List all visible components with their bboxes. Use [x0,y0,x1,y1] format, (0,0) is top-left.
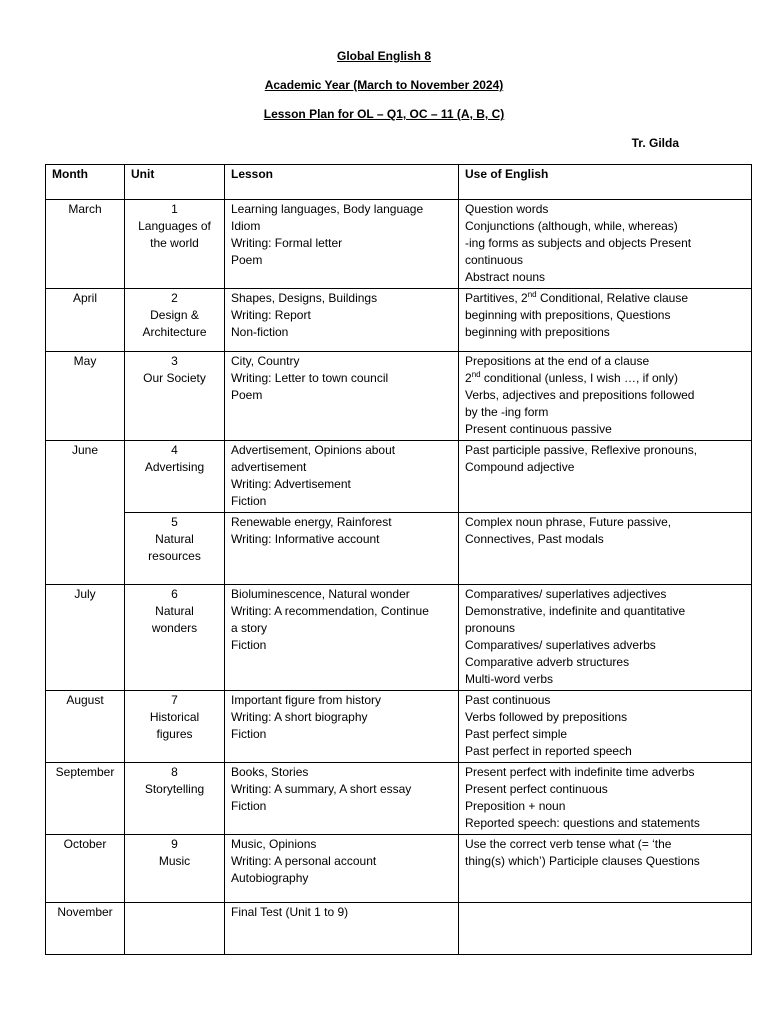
lesson-line: Idiom [231,219,261,233]
use-of-english-line: Past continuous [465,693,551,707]
lesson-line: Fiction [231,727,267,741]
unit-cell [125,903,225,955]
lesson-line: Advertisement, Opinions about [231,443,396,457]
unit-line: Our Society [143,371,206,385]
use-of-english-line: Past participle passive, Reflexive pronouns, [465,443,698,457]
lesson-line: Non-fiction [231,325,289,339]
table-row [46,441,752,513]
use-of-english-line [465,370,745,387]
lesson-line: Poem [231,253,263,267]
unit-cell [125,763,225,835]
use-of-english-text: conditional (unless, I wish …, if only) [480,371,679,385]
use-of-english-cell [459,352,752,441]
lesson-line: a story [231,621,268,635]
unit-line: 5 [171,515,178,529]
ordinal-suffix: nd [471,370,481,379]
lesson-line: Music, Opinions [231,837,317,851]
unit-line: Languages of [138,219,211,233]
lesson-cell [225,903,459,955]
lesson-line: Books, Stories [231,765,309,779]
unit-cell [125,200,225,289]
lesson-cell [225,835,459,903]
use-of-english-line: Compound adjective [465,460,575,474]
month-cell: November [46,903,125,955]
unit-line: figures [156,727,193,741]
table-row [46,289,752,352]
lesson-line: Writing: Formal letter [231,236,343,250]
use-of-english-line: Preposition + noun [465,799,566,813]
column-header-lesson: Lesson [225,165,459,200]
unit-line: 1 [171,202,178,216]
lesson-line: Final Test (Unit 1 to 9) [231,905,349,919]
table-row [46,513,752,585]
use-of-english-text: 2 [465,371,472,385]
use-of-english-cell [459,289,752,352]
unit-line: Historical [149,710,200,724]
unit-line: 6 [171,587,178,601]
use-of-english-line: Present continuous passive [465,422,612,436]
use-of-english-line: Comparatives/ superlatives adjectives [465,587,667,601]
lesson-line: advertisement [231,460,307,474]
lesson-line: Fiction [231,799,267,813]
lesson-line: Autobiography [231,871,309,885]
unit-cell [125,289,225,352]
lesson-line: Bioluminescence, Natural wonder [231,587,410,601]
use-of-english-line: Use the correct verb tense what (= ‘the [465,837,672,851]
use-of-english-line: Verbs followed by prepositions [465,710,628,724]
unit-line: Natural [155,532,194,546]
month-cell: May [46,352,125,441]
unit-cell [125,513,225,585]
month-cell: September [46,763,125,835]
lesson-line: Writing: A personal account [231,854,377,868]
lesson-cell [225,289,459,352]
lesson-line: Writing: A short biography [231,710,368,724]
unit-line: 2 [171,291,178,305]
unit-line: Advertising [144,460,205,474]
lesson-plan-table [45,164,752,955]
use-of-english-line: by the -ing form [465,405,549,419]
unit-line: resources [148,549,201,563]
unit-line: the world [150,236,199,250]
use-of-english-line: Connectives, Past modals [465,532,604,546]
use-of-english-line: Comparative adverb structures [465,655,630,669]
month-cell: March [46,200,125,289]
use-of-english-line: Comparatives/ superlatives adverbs [465,638,656,652]
use-of-english-cell [459,763,752,835]
lesson-cell [225,441,459,513]
table-row [46,585,752,691]
use-of-english-line: Reported speech: questions and statements [465,816,700,830]
lesson-line: City, Country [231,354,300,368]
use-of-english-cell [459,903,752,955]
unit-line: Design & [150,308,199,322]
lesson-line: Fiction [231,638,267,652]
unit-cell [125,691,225,763]
table-row [46,903,752,955]
unit-line: 9 [171,837,178,851]
use-of-english-line [465,290,745,307]
unit-line: 3 [171,354,178,368]
use-of-english-cell [459,691,752,763]
document-title: Global English 8 [336,49,431,63]
use-of-english-line: continuous [465,253,524,267]
lesson-line: Writing: A recommendation, Continue [231,604,429,618]
unit-line: 8 [171,765,178,779]
unit-line: Storytelling [144,782,205,796]
use-of-english-line: Demonstrative, indefinite and quantitative [465,604,686,618]
use-of-english-line: Past perfect simple [465,727,568,741]
lesson-cell [225,200,459,289]
month-cell: July [46,585,125,691]
lesson-cell [225,585,459,691]
unit-line: 7 [171,693,178,707]
use-of-english-cell [459,200,752,289]
lesson-line: Poem [231,388,263,402]
use-of-english-line: beginning with prepositions, Questions [465,308,671,322]
use-of-english-line: Present perfect continuous [465,782,608,796]
use-of-english-line: thing(s) which’) Participle clauses Questions [465,854,700,868]
use-of-english-line: Conjunctions (although, while, whereas) [465,219,678,233]
unit-cell [125,441,225,513]
use-of-english-text: Conditional, Relative clause [536,291,689,305]
column-header-use-of-english: Use of English [459,165,752,200]
lesson-line: Writing: Letter to town council [231,371,389,385]
use-of-english-line: Complex noun phrase, Future passive, [465,515,672,529]
use-of-english-line: Past perfect in reported speech [465,744,632,758]
month-cell: October [46,835,125,903]
use-of-english-cell [459,585,752,691]
lesson-line: Fiction [231,494,267,508]
unit-line: Music [158,854,191,868]
use-of-english-line: Question words [465,202,549,216]
use-of-english-line: Abstract nouns [465,270,546,284]
lesson-line: Writing: Informative account [231,532,380,546]
table-row [46,691,752,763]
lesson-line: Writing: A summary, A short essay [231,782,412,796]
use-of-english-line: Verbs, adjectives and prepositions followed [465,388,695,402]
lesson-line: Renewable energy, Rainforest [231,515,392,529]
unit-line: wonders [151,621,198,635]
lesson-line: Learning languages, Body language [231,202,424,216]
month-cell: June [46,441,125,585]
use-of-english-line: pronouns [465,621,516,635]
lesson-line: Shapes, Designs, Buildings [231,291,378,305]
table-row [46,352,752,441]
lesson-cell [225,352,459,441]
table-row [46,763,752,835]
use-of-english-cell [459,835,752,903]
lesson-cell [225,763,459,835]
use-of-english-line: Prepositions at the end of a clause [465,354,650,368]
use-of-english-cell [459,441,752,513]
academic-year: Academic Year (March to November 2024) [264,78,504,92]
month-cell: April [46,289,125,352]
lesson-line: Writing: Advertisement [231,477,351,491]
table-row [46,835,752,903]
lesson-line: Writing: Report [231,308,311,322]
unit-cell [125,835,225,903]
lesson-line: Important figure from history [231,693,382,707]
column-header-unit: Unit [125,165,225,200]
table-header-row [46,165,752,200]
month-cell: August [46,691,125,763]
table-row [46,200,752,289]
use-of-english-text: Partitives, 2 [465,291,528,305]
unit-line: Architecture [142,325,207,339]
teacher-name: Tr. Gilda [631,136,679,150]
ordinal-suffix: nd [527,290,537,299]
unit-line: Natural [155,604,194,618]
unit-cell [125,585,225,691]
use-of-english-line: Present perfect with indefinite time adverbs [465,765,695,779]
use-of-english-line: beginning with prepositions [465,325,610,339]
unit-line: 4 [171,443,178,457]
column-header-month: Month [46,165,125,200]
lesson-plan-heading: Lesson Plan for OL – Q1, OC – 11 (A, B, C) [263,107,505,121]
use-of-english-line: Multi-word verbs [465,672,554,686]
lesson-cell [225,513,459,585]
use-of-english-line: -ing forms as subjects and objects Present [465,236,692,250]
unit-cell [125,352,225,441]
lesson-cell [225,691,459,763]
use-of-english-cell [459,513,752,585]
